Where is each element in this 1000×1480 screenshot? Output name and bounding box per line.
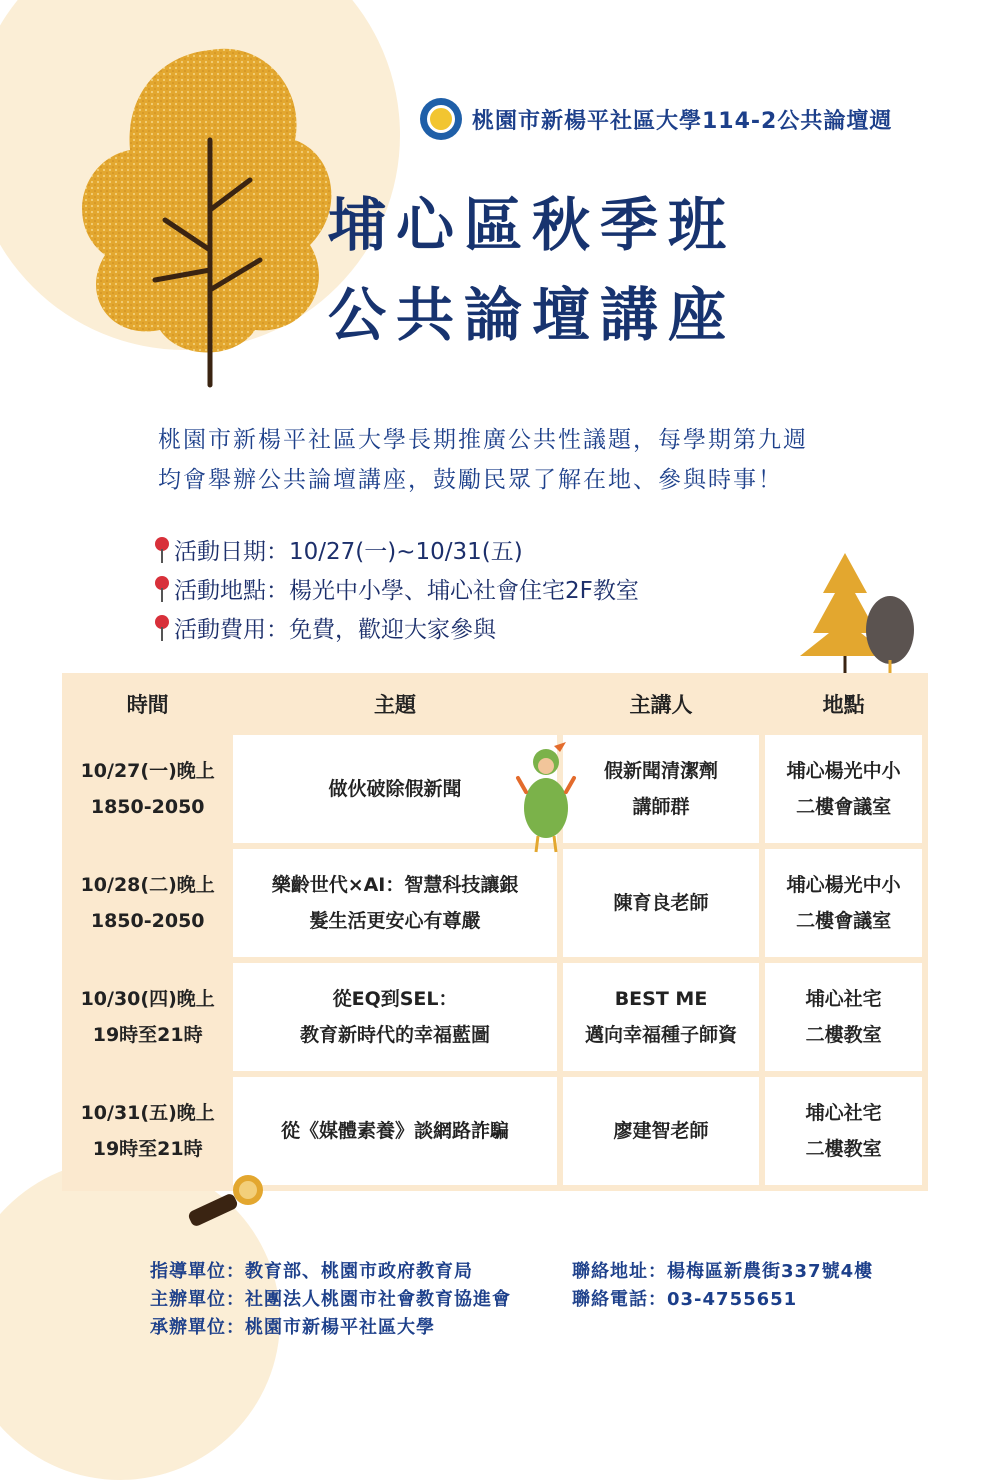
title-line-1: 埔心區秋季班 [328,191,737,259]
row-speaker: BEST ME 邁向幸福種子師資 [560,960,763,1074]
footer-address: 聯絡地址：楊梅區新農街337號4樓 [572,1261,874,1282]
row-time: 10/27(一)晚上 1850-2050 [65,732,230,846]
community-college-logo [420,98,462,140]
schedule-table [62,673,928,1191]
flashlight-illustration [180,1168,270,1238]
info-location-text: 活動地點：楊光中小學、埔心社會住宅2F教室 [174,578,639,604]
info-date [152,530,639,569]
table-row [65,960,925,1074]
org-header [420,98,892,140]
row-topic: 做伙破除假新聞 [230,732,559,846]
info-fee [152,608,639,647]
map-pin-icon [152,613,172,643]
header-time: 時間 [65,676,230,732]
row-place: 埔心楊光中小 二樓會議室 [762,732,925,846]
title-line-2: 公共論壇講座 [328,281,737,349]
header-speaker: 主講人 [560,676,763,732]
map-pin-icon [152,574,172,604]
table-row [65,846,925,960]
row-time: 10/30(四)晚上 19時至21時 [65,960,230,1074]
row-topic: 樂齡世代×AI：智慧科技讓銀 髮生活更安心有尊嚴 [230,846,559,960]
row-place: 埔心社宅 二樓教室 [762,960,925,1074]
info-fee-text: 活動費用：免費，歡迎大家參與 [174,617,496,643]
row-topic: 從《媒體素養》談網路詐騙 [230,1074,559,1188]
table-header-row [65,676,925,732]
footer-contact [572,1258,873,1314]
row-place: 埔心楊光中小 二樓會議室 [762,846,925,960]
intro-line-1: 桃園市新楊平社區大學長期推廣公共性議題，每學期第九週 [158,427,808,453]
footer-guide: 指導單位：教育部、桃園市政府教育局 [150,1261,473,1282]
row-time: 10/31(五)晚上 19時至21時 [65,1074,230,1188]
row-speaker: 廖建智老師 [560,1074,763,1188]
footer-organizers [150,1258,511,1342]
header-topic: 主題 [230,676,559,732]
footer-organizer: 承辦單位：桃園市新楊平社區大學 [150,1317,435,1338]
row-speaker: 陳育良老師 [560,846,763,960]
header-place: 地點 [762,676,925,732]
row-speaker: 假新聞清潔劑 講師群 [560,732,763,846]
info-location [152,569,639,608]
row-time: 10/28(二)晚上 1850-2050 [65,846,230,960]
row-topic: 從EQ到SEL： 教育新時代的幸福藍圖 [230,960,559,1074]
kid-costume-illustration [514,742,578,854]
info-date-text: 活動日期：10/27(一)~10/31(五) [174,539,523,565]
autumn-tree-illustration [60,30,360,410]
map-pin-icon [152,535,172,565]
row-place: 埔心社宅 二樓教室 [762,1074,925,1188]
main-title [328,180,736,360]
footer-host: 主辦單位：社團法人桃園市社會教育協進會 [150,1289,511,1310]
intro-paragraph [158,420,918,500]
small-trees-illustration [795,548,925,688]
table-row [65,732,925,846]
event-info [152,530,639,647]
footer-phone: 聯絡電話：03-4755651 [572,1289,798,1310]
intro-line-2: 均會舉辦公共論壇講座，鼓勵民眾了解在地、參與時事！ [158,467,783,493]
org-title: 桃園市新楊平社區大學114-2公共論壇週 [472,108,893,134]
